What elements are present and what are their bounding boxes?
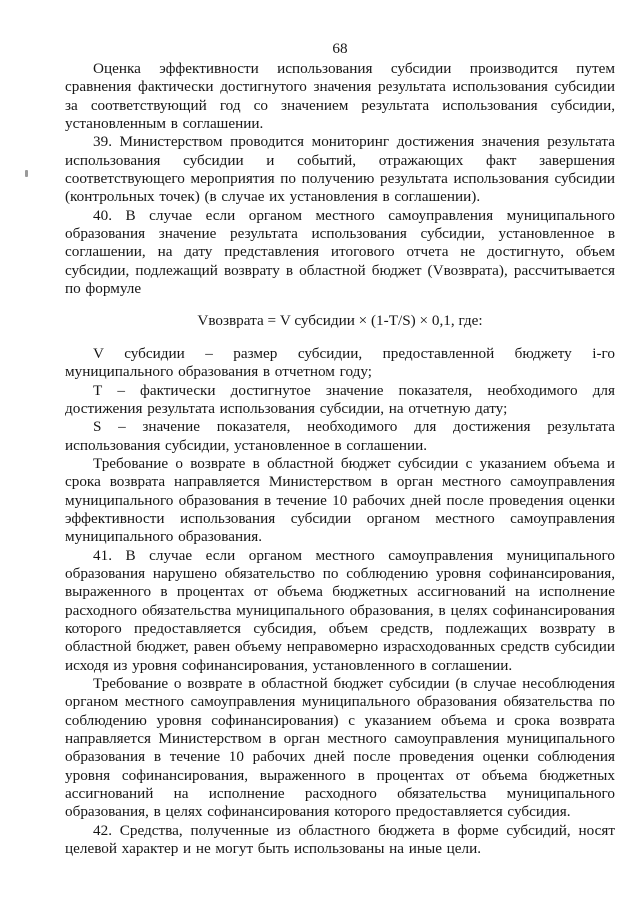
paragraph-39: 39. Министерством проводится мониторинг достижения значения результата использования субсидии и событий, отражающих факт завершения соответствующего мероприятия по получению результата использования субсидии (контрольных точек) (в случае их установления в соглашении). — [65, 133, 615, 206]
paragraph-42: 42. Средства, полученные из областного бюджета в форме субсидий, носят целевой характер и не могут быть использованы на иные цели. — [65, 821, 615, 858]
paragraph-return-requirement-result: Требование о возврате в областной бюджет субсидии с указанием объема и срока возврата направляется Министерством в орган местного самоуправления муниципального образования в течение 10 рабочих дней после проведения оценки эффективности использования субсидии органом местного самоуправления муниципального образования. — [65, 454, 615, 546]
document-body — [65, 60, 615, 858]
page-number: 68 — [332, 40, 348, 57]
paragraph-40: 40. В случае если органом местного самоуправления муниципального образования значение результата использования субсидии, установленное в соглашении, на дату представления итогового отчета не достигнуто, объем субсидии, подлежащий возврату в областной бюджет (Vвозврата), рассчитывается по формуле — [65, 206, 615, 298]
definition-s: S – значение показателя, необходимого для достижения результата использования субсидии, установленное в соглашении. — [65, 418, 615, 454]
paragraph-return-requirement-cofinancing: Требование о возврате в областной бюджет субсидии (в случае несоблюдения органом местного самоуправления муниципального образования обязательства по соблюдению уровня софинансирования) с указанием объема и срока возврата направляется Министерством в орган местного самоуправления муниципального образования в течение 10 рабочих дней после проведения оценки соблюдения уровня софинансирования, выраженного в процентах от объема бюджетных ассигнований на исполнение расходного обязательства муниципального образования, в целях софинансирования которого предоставляется субсидия. — [65, 675, 615, 821]
paragraph-41: 41. В случае если органом местного самоуправления муниципального образования нарушено обязательство по соблюдению уровня софинансирования, выраженного в процентах от объема бюджетных ассигнований на исполнение расходного обязательства муниципального образования, в целях софинансирования которого предоставляется субсидия, объем средств, подлежащих возврату в областной бюджет, равен объему неправомерно израсходованных средств субсидии исходя из уровня софинансирования, установленного в соглашении. — [65, 546, 615, 674]
return-formula: Vвозврата = V субсидии × (1-T/S) × 0,1, где: — [197, 312, 483, 330]
definition-v-subsidy: V субсидии – размер субсидии, предоставленной бюджету i-го муниципального образования в отчетном году; — [65, 344, 615, 381]
definition-t: Т – фактически достигнутое значение показателя, необходимого для достижения результата использования субсидии, на отчетную дату; — [65, 381, 615, 417]
paragraph-intro: Оценка эффективности использования субсидии производится путем сравнения фактически достигнутого значения результата использования субсидии за соответствующий год со значением результата использования субсидии, установленным в соглашении. — [65, 60, 615, 133]
scan-artifact — [25, 170, 28, 177]
